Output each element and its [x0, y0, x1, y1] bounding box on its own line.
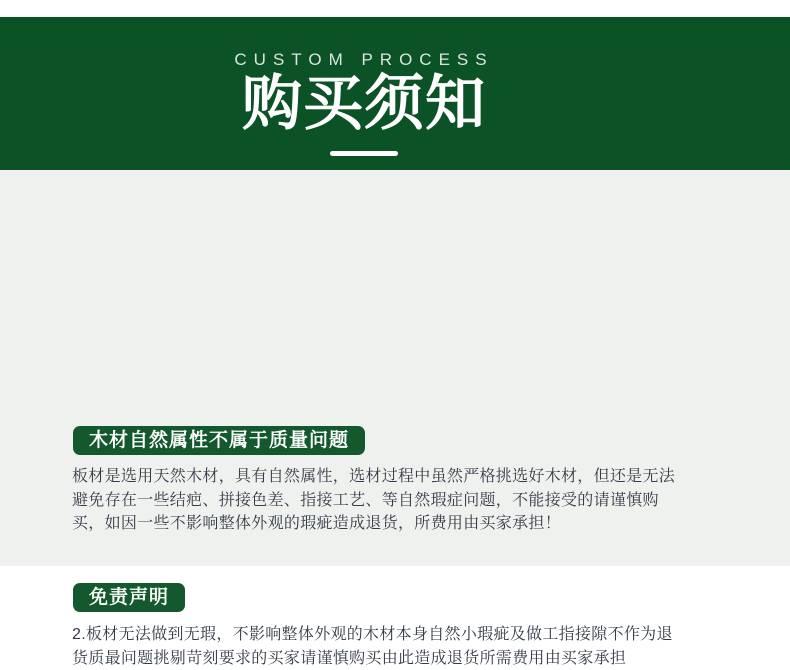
- title-underline: [330, 151, 398, 156]
- header-inner: [0, 17, 728, 170]
- notice-text-wood-natural-properties: 板材是选用天然木材，具有自然属性，选材过程中虽然严格挑选好木材，但还是无法避免存在一些结疤、拼接色差、指接工艺、等自然瑕症问题，不能接受的请谨慎购买，如因一些不影响整体外观的瑕疵造成退货，所费用由买家承担！: [72, 468, 676, 532]
- page-title: 购买须知: [242, 70, 486, 137]
- header-banner: [0, 17, 790, 170]
- header-eyebrow: CUSTOM PROCESS: [234, 50, 494, 69]
- notice-text-disclaimer: 2.板材无法做到无瑕，不影响整体外观的木材本身自然小瑕疵及做工指接隙不作为退货质最问题挑剔苛刻要求的买家请谨慎购买由此造成退货所需费用由买家承担: [72, 626, 673, 667]
- notice-badge-wood-natural-properties: 木材自然属性不属于质量问题: [73, 426, 365, 455]
- notice-badge-disclaimer: 免责声明: [73, 583, 185, 612]
- content-area: [0, 170, 790, 667]
